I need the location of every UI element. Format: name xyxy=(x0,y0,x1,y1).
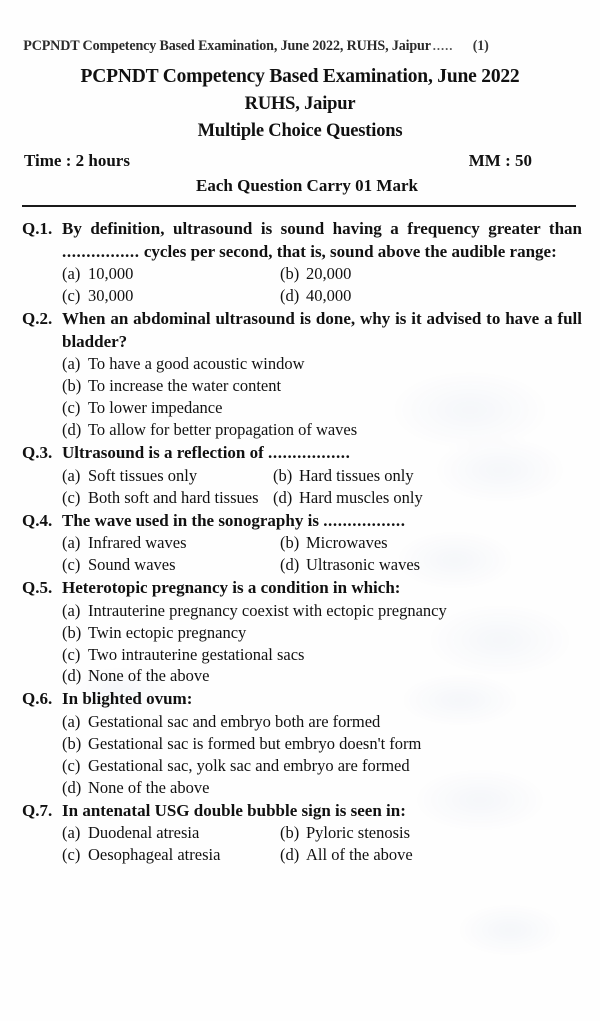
exam-institution: RUHS, Jaipur xyxy=(244,94,356,114)
option-text: 40,000 xyxy=(306,286,352,306)
option-text: Microwaves xyxy=(306,533,388,553)
option-text: None of the above xyxy=(88,666,210,686)
option-label: (d) xyxy=(62,777,82,797)
option-label: (a) xyxy=(62,465,81,485)
option-row[interactable] xyxy=(62,711,582,733)
option-label: (d) xyxy=(62,666,82,686)
option-text: Both soft and hard tissues xyxy=(88,487,259,507)
question-stem: When an abdominal ultrasound is done, why is it advised to have a full bladder? xyxy=(62,309,582,351)
question-stem: In blighted ovum: xyxy=(62,689,193,709)
option-text: All of the above xyxy=(306,845,413,865)
option-label: (c) xyxy=(62,755,81,775)
exam-max-marks: MM : 50 xyxy=(468,151,532,170)
option-text: None of the above xyxy=(88,777,210,797)
question-head xyxy=(22,800,582,823)
option-row[interactable] xyxy=(62,353,582,375)
option-list xyxy=(62,532,582,576)
question-item xyxy=(22,442,582,508)
option-row[interactable] xyxy=(280,844,582,866)
question-number: Q.1. xyxy=(22,219,53,238)
option-text: Hard muscles only xyxy=(299,487,423,507)
question-stem: The wave used in the sonography is ................. xyxy=(62,510,406,530)
option-row[interactable] xyxy=(273,487,582,509)
option-text: To allow for better propagation of waves xyxy=(88,420,358,440)
option-row[interactable] xyxy=(273,465,582,487)
question-head xyxy=(22,577,582,600)
option-row[interactable] xyxy=(62,777,582,799)
option-text: Intrauterine pregnancy coexist with ectopic pregnancy xyxy=(88,600,447,620)
option-row[interactable] xyxy=(62,419,582,441)
option-row[interactable] xyxy=(62,822,280,844)
option-text: 10,000 xyxy=(88,264,134,284)
option-label: (b) xyxy=(62,733,82,753)
option-label: (c) xyxy=(62,845,81,865)
option-row[interactable] xyxy=(62,554,280,576)
option-list xyxy=(62,465,582,509)
option-row[interactable] xyxy=(62,665,582,687)
question-stem: Ultrasound is a reflection of ................. xyxy=(62,443,351,463)
option-row[interactable] xyxy=(62,844,280,866)
option-list xyxy=(62,600,582,688)
option-label: (c) xyxy=(62,398,81,418)
option-label: (b) xyxy=(280,533,300,553)
option-row[interactable] xyxy=(62,397,582,419)
option-row[interactable] xyxy=(62,532,280,554)
option-list xyxy=(62,353,582,441)
option-text: Gestational sac, yolk sac and embryo are formed xyxy=(88,755,410,775)
option-row[interactable] xyxy=(280,554,582,576)
question-item xyxy=(22,577,582,687)
option-label: (d) xyxy=(280,555,300,575)
option-label: (c) xyxy=(62,487,81,507)
option-row[interactable] xyxy=(62,755,582,777)
option-label: (a) xyxy=(62,712,81,731)
option-label: (a) xyxy=(62,600,81,620)
option-text: Gestational sac and embryo both are formed xyxy=(88,712,381,731)
option-row[interactable] xyxy=(280,532,582,554)
option-label: (d) xyxy=(280,845,300,865)
option-row[interactable] xyxy=(62,465,273,487)
option-text: 30,000 xyxy=(88,286,134,306)
option-row[interactable] xyxy=(62,733,582,755)
option-label: (a) xyxy=(62,354,81,374)
page-content xyxy=(0,38,600,866)
option-text: 20,000 xyxy=(306,264,352,284)
question-stem: Heterotopic pregnancy is a condition in which: xyxy=(62,578,401,598)
option-row[interactable] xyxy=(62,487,273,509)
option-row[interactable] xyxy=(62,622,582,644)
option-text: Hard tissues only xyxy=(299,465,414,485)
option-text: Two intrauterine gestational sacs xyxy=(88,644,305,664)
blank-leader-dots: ................. xyxy=(268,443,351,463)
question-head xyxy=(22,218,582,263)
question-item xyxy=(22,510,582,576)
exam-title: PCPNDT Competency Based Examination, June 2022 xyxy=(80,66,520,87)
option-label: (d) xyxy=(280,286,300,306)
header-divider xyxy=(22,205,576,207)
running-header-dots: ..... xyxy=(432,38,454,53)
option-text: Twin ectopic pregnancy xyxy=(88,622,247,642)
option-text: To increase the water content xyxy=(88,376,282,396)
question-number: Q.3. xyxy=(22,443,53,463)
option-label: (b) xyxy=(280,823,300,843)
option-label: (a) xyxy=(62,264,81,284)
question-head xyxy=(22,510,582,533)
option-text: Pyloric stenosis xyxy=(306,823,411,843)
question-head xyxy=(22,688,582,711)
option-text: To have a good acoustic window xyxy=(88,354,305,374)
option-label: (b) xyxy=(62,376,82,396)
blank-leader-dots: ................. xyxy=(323,510,406,530)
option-label: (a) xyxy=(62,823,81,843)
option-text: Ultrasonic waves xyxy=(306,555,421,575)
option-label: (c) xyxy=(62,644,81,664)
running-header-text: PCPNDT Competency Based Examination, June 2022, RUHS, Jaipur xyxy=(23,38,431,54)
question-number: Q.5. xyxy=(22,578,53,598)
option-text: Sound waves xyxy=(88,555,176,575)
page-number: (1) xyxy=(472,38,489,54)
question-item xyxy=(22,800,582,866)
option-row[interactable] xyxy=(280,263,582,285)
option-label: (d) xyxy=(62,420,82,440)
option-row[interactable] xyxy=(62,263,280,285)
option-text: Duodenal atresia xyxy=(88,823,200,843)
option-row[interactable] xyxy=(280,285,582,307)
question-number: Q.7. xyxy=(22,800,53,820)
option-row[interactable] xyxy=(62,285,280,307)
question-item xyxy=(22,218,582,307)
question-head xyxy=(22,442,582,465)
option-text: To lower impedance xyxy=(88,398,223,418)
question-number: Q.6. xyxy=(22,689,53,709)
option-text: Gestational sac is formed but embryo doesn't form xyxy=(88,733,422,753)
option-row[interactable] xyxy=(62,375,582,397)
option-label: (b) xyxy=(62,622,82,642)
option-row[interactable] xyxy=(62,644,582,666)
option-text: Oesophageal atresia xyxy=(88,845,221,865)
question-stem: In antenatal USG double bubble sign is seen in: xyxy=(62,800,406,820)
option-list xyxy=(62,711,582,799)
question-item xyxy=(22,308,582,441)
question-number: Q.2. xyxy=(22,309,53,329)
question-number: Q.4. xyxy=(22,510,53,530)
running-header xyxy=(0,38,582,55)
questions-list xyxy=(0,218,600,866)
option-list xyxy=(62,822,582,866)
option-label: (b) xyxy=(280,264,300,284)
marks-note: Each Question Carry 01 Mark xyxy=(196,176,418,195)
option-row[interactable] xyxy=(280,822,582,844)
option-label: (c) xyxy=(62,555,81,575)
blank-leader-dots: ................ xyxy=(62,241,140,261)
option-text: Infrared waves xyxy=(88,533,187,553)
exam-meta-row xyxy=(0,151,600,171)
question-item xyxy=(22,688,582,798)
option-label: (a) xyxy=(62,533,81,553)
option-label: (d) xyxy=(273,487,293,507)
option-list xyxy=(62,263,582,307)
question-stem: By definition, ultrasound is sound having a frequency greater than ................ cycles per second, that is, sound above the audible range: xyxy=(62,219,582,261)
question-head xyxy=(22,308,582,353)
exam-section-title: Multiple Choice Questions xyxy=(197,121,403,141)
exam-duration: Time : 2 hours xyxy=(24,151,130,170)
option-text: Soft tissues only xyxy=(88,465,198,485)
option-label: (c) xyxy=(62,286,81,306)
option-row[interactable] xyxy=(62,600,582,622)
option-label: (b) xyxy=(273,465,293,485)
